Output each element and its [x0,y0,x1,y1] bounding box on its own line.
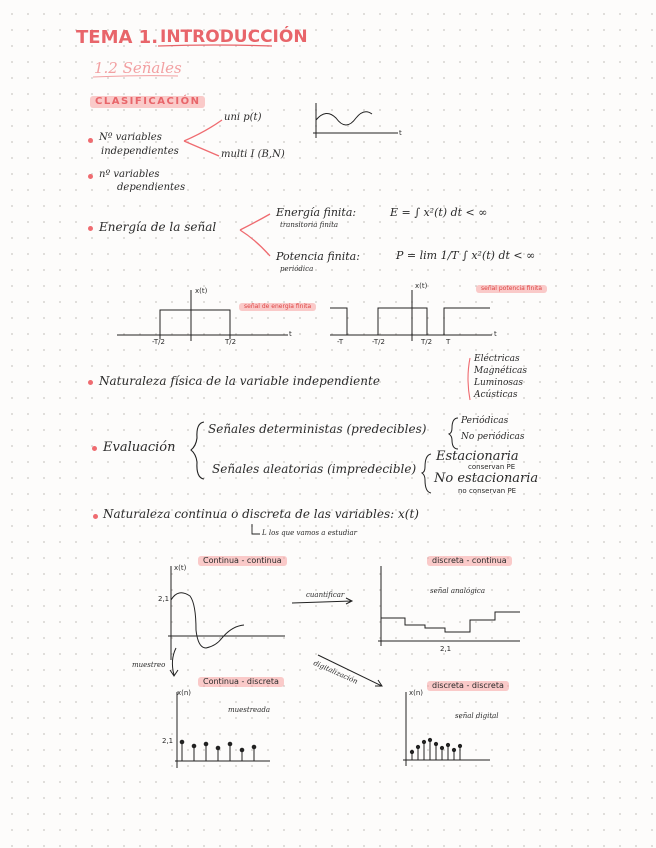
fisica-tipo-3: Luminosas [474,378,524,388]
ale-tipo-2: No estacionaria [434,471,539,486]
plot2-ylabel: x(t) [415,282,428,290]
potencia-formula: P = lim 1/T ∫ x²(t) dt < ∞ [396,249,536,262]
energy-plot [117,287,288,341]
ale-tipo-1: Estacionaria [436,449,519,464]
cuantificar-label: cuantificar [306,591,345,599]
energia-formula: E = ∫ x²(t) dt < ∞ [390,206,488,219]
digital-label: señal digital [455,712,499,720]
title-main: INTRODUCCIÓN [160,27,308,47]
plot-dd-label: discreta - discreta [427,681,509,691]
uni-plot [313,103,398,138]
bullet-naturaleza-cd [93,514,98,519]
plot-cd-ylabel: x(n) [177,689,192,697]
plot2-xlabel: t [494,330,497,338]
cc-plot [168,566,285,660]
evaluacion-label: Evaluación [103,440,176,455]
muestreada-label: muestreada [228,706,271,714]
plot-arrows [170,598,382,686]
naturaleza-cd-sub: L los que vamos a estudiar [262,529,357,537]
bullet-evaluacion [92,446,97,451]
indep-label-2: independientes [101,146,179,157]
energia-label: Energía de la señal [99,220,217,234]
naturaleza-cd-label: Naturaleza continua o discreta de las variables: x(t) [103,507,419,521]
clasificacion-heading: CLASIFICACIÓN [90,96,205,108]
plot1-note: señal de energía finita [239,303,316,311]
dep-label-2: dependientes [117,182,186,193]
fisica-tipo-1: Eléctricas [474,354,520,364]
bullet-energia [88,226,93,231]
plot-dc-label: discreta - continua [427,556,512,566]
ale-brace [422,454,431,493]
indep-label-1: Nº variables [99,132,162,143]
plot2-tick-3: T/2 [421,338,433,346]
plot-cc-ylabel: x(t) [174,564,187,572]
analogica-label: señal analógica [430,587,486,595]
bullet-indep [88,138,93,143]
energia-finita-sub: transitoria finita [280,221,339,229]
plot-dc-xtick: 2,1 [440,645,452,653]
plot-cc-label: Continua - continua [198,556,287,566]
fisica-tipo-2: Magnéticas [474,366,527,376]
plot-dd-ylabel: x(n) [409,689,424,697]
plot1-xlabel: t [289,330,292,338]
sub-arrow [252,524,260,534]
bullet-fisica [88,380,93,385]
fisica-label: Naturaleza física de la variable independiente [99,374,380,388]
plot1-ylabel: x(t) [195,287,208,295]
plot1-tick-pos: T/2 [225,338,237,346]
evaluacion-ale: Señales aleatorias (impredecible) [212,462,417,476]
title-tema: TEMA 1. [76,27,159,48]
plot2-tick-1: -T [337,338,344,346]
cd-plot [175,689,270,768]
fisica-tipo-4: Acústicas [474,390,518,400]
section-title: 1.2 Señales [94,59,182,77]
det-brace [449,418,458,449]
dd-plot [403,689,490,766]
energia-finita: Energía finita: [276,206,357,219]
bullet-dep [88,174,93,179]
power-plot [330,290,492,341]
energia-brace [240,214,270,256]
indep-multi: multi I (B,N) [221,149,285,160]
indep-brace [184,120,222,156]
fisica-brace [468,358,470,400]
plot1-tick-neg: -T/2 [152,338,165,346]
dc-plot [378,566,520,646]
plot-cc-value: 2,1 [158,595,170,603]
det-tipo-1: Periódicas [461,416,509,426]
ale-sub-2: no conservan PE [458,487,517,495]
dep-label-1: nº variables [99,169,160,180]
plot2-note: señal potencia finita [476,285,547,293]
plot-cd-value: 2,1 [162,737,174,745]
uni-plot-xlabel: t [399,129,402,137]
potencia-finita-sub: periódica [280,265,314,273]
evaluacion-det: Señales deterministas (predecibles) [208,422,427,436]
plot2-tick-4: T [446,338,451,346]
det-tipo-2: No periódicas [461,432,525,442]
potencia-finita: Potencia finita: [276,250,360,263]
indep-uni: uni p(t) [224,112,262,123]
plot-cd-label: Continua - discreta [198,677,284,687]
muestreo-label: muestreo [132,661,166,669]
plot2-tick-2: -T/2 [372,338,385,346]
digitalizacion-label: digitalización [312,659,359,686]
ale-sub-1: conservan PE [468,463,516,471]
evaluacion-brace [191,422,204,479]
